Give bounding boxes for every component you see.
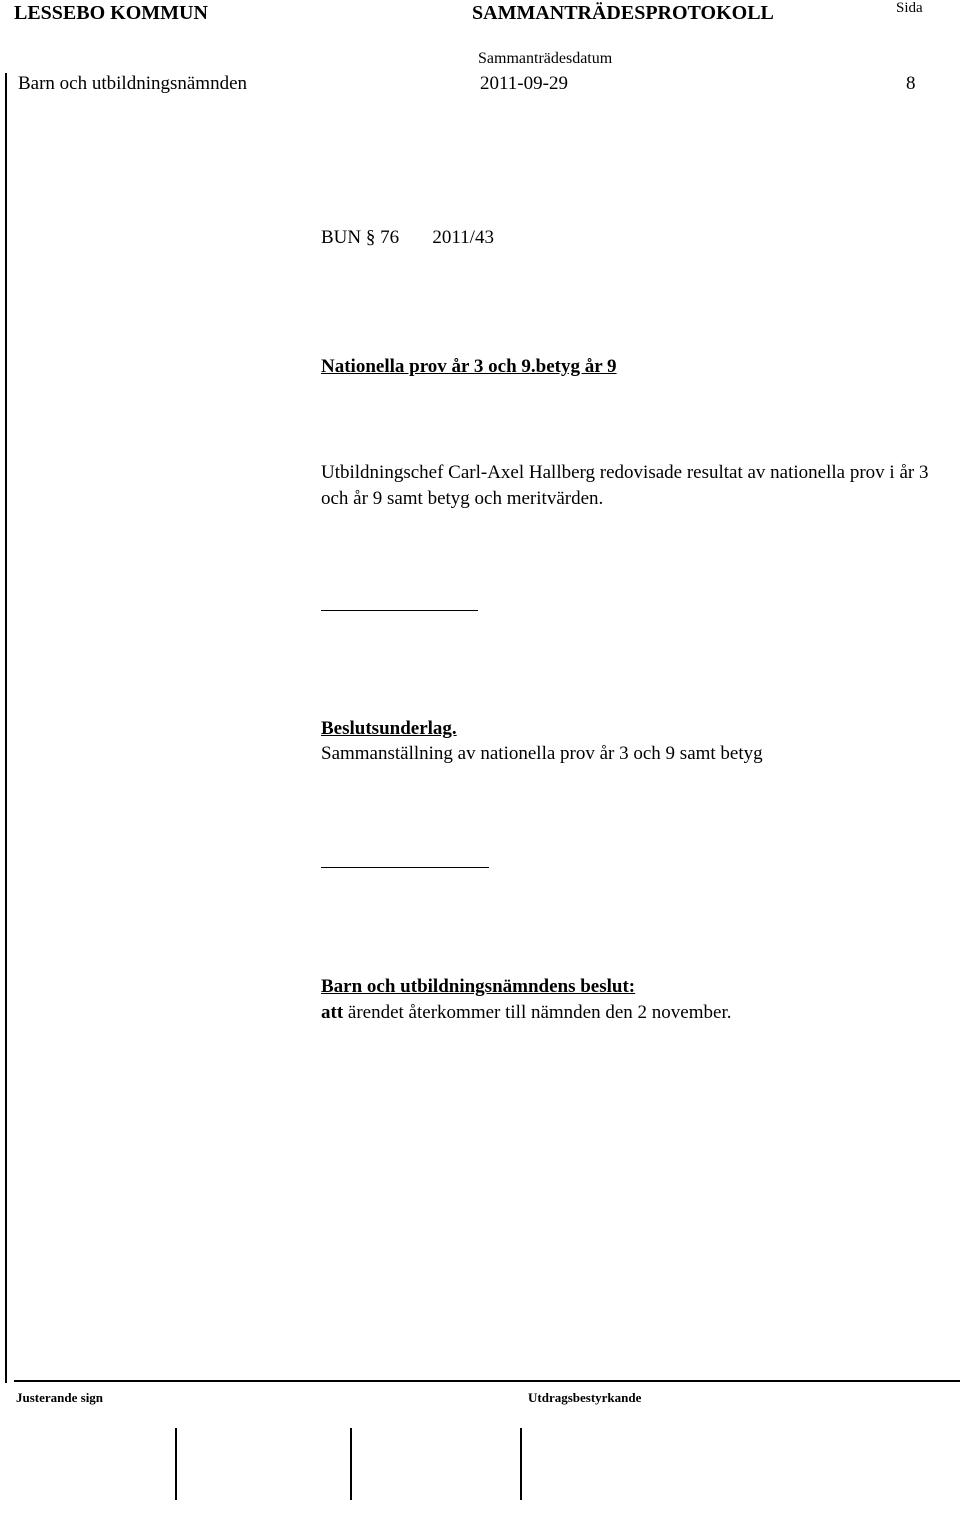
signature-divider: [350, 1428, 352, 1500]
document-type: SAMMANTRÄDESPROTOKOLL: [472, 2, 774, 24]
left-margin-rule: [5, 73, 7, 1383]
organization-name: LESSEBO KOMMUN: [14, 2, 208, 24]
section-symbol: §: [365, 227, 376, 248]
footer-rule: [14, 1380, 960, 1382]
decision-text: [321, 1002, 731, 1024]
basis-text: Sammanställning av nationella prov år 3 och 9 samt betyg: [321, 743, 763, 764]
sign-label: Justerande sign: [16, 1390, 104, 1405]
committee-name: Barn och utbildningsnämnden: [18, 73, 248, 94]
page-label: Sida: [896, 0, 923, 16]
extract-label: Utdragsbestyrkande: [528, 1390, 642, 1405]
separator-line: [321, 867, 489, 868]
decision-body: ärendet återkommer till nämnden den 2 november.: [343, 1002, 732, 1023]
page-number: 8: [906, 73, 916, 94]
decision-title: Barn och utbildningsnämndens beslut:: [321, 976, 636, 997]
case-reference: [321, 227, 494, 249]
case-number: 76: [380, 227, 400, 248]
basis-title: Beslutsunderlag.: [321, 718, 457, 739]
signature-divider: [520, 1428, 522, 1500]
item-title: Nationella prov år 3 och 9.betyg år 9: [321, 356, 617, 377]
item-paragraph: Utbildningschef Carl-Axel Hallberg redovisade resultat av nationella prov i år 3 och år 9 samt betyg och meritvärden.: [321, 462, 929, 509]
separator-line: [321, 610, 478, 611]
decision-keyword: att: [321, 1002, 344, 1023]
meeting-date-label: Sammanträdesdatum: [478, 50, 613, 67]
signature-divider: [175, 1428, 177, 1500]
case-code: BUN: [321, 227, 362, 248]
diary-number: 2011/43: [432, 227, 494, 248]
meeting-date: 2011-09-29: [480, 73, 568, 94]
